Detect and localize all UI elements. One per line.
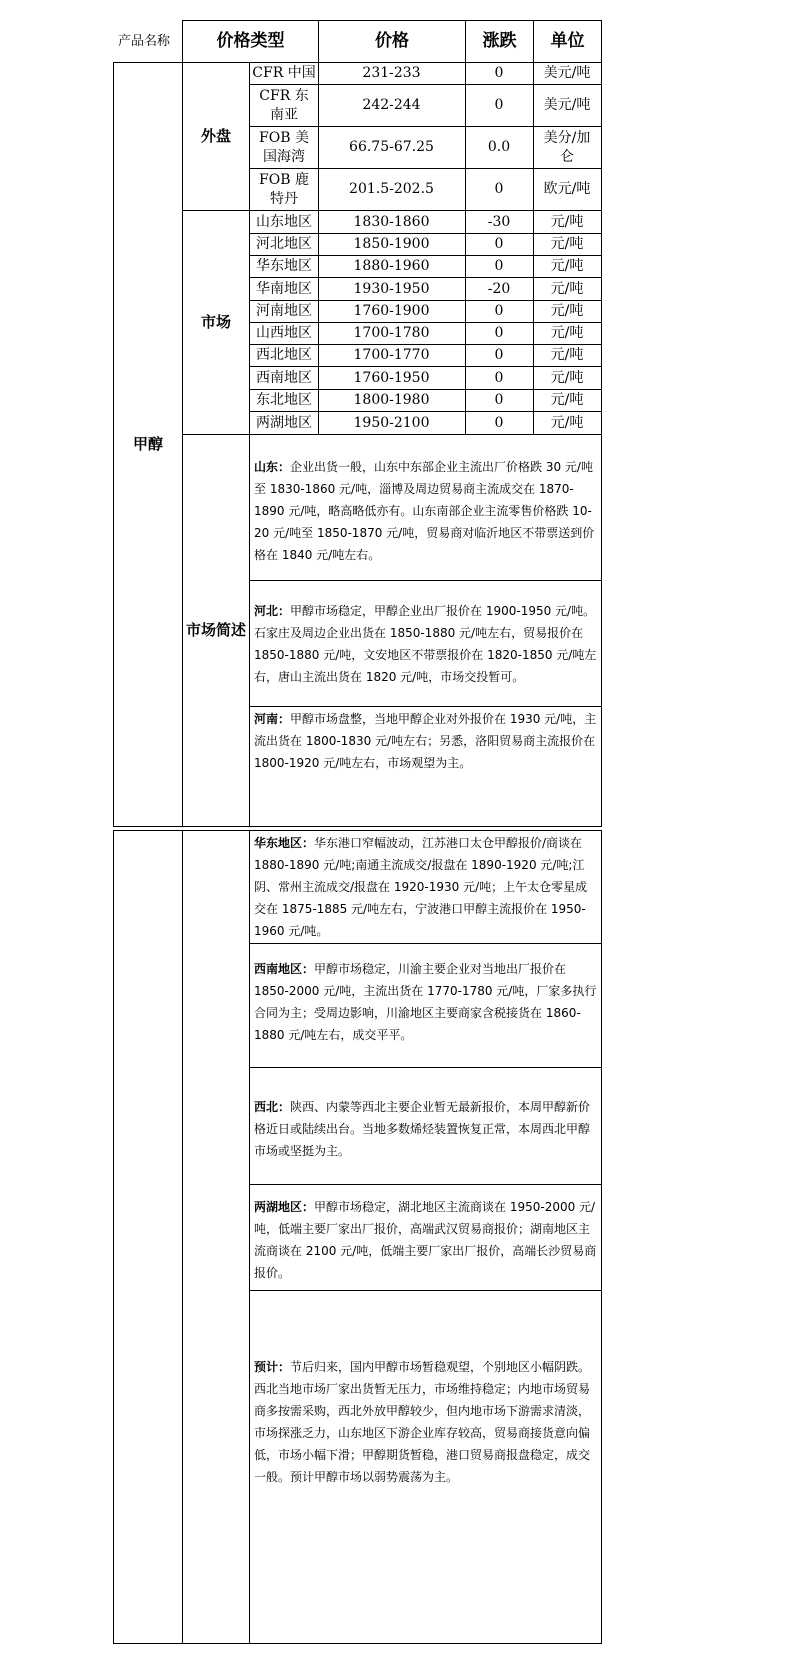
market-row-unit: 元/吨 bbox=[550, 414, 584, 431]
header-price: 价格 bbox=[375, 31, 409, 51]
market-row-price: 1830-1860 bbox=[353, 213, 430, 230]
market-row-name: 华南地区 bbox=[256, 280, 312, 297]
market-row-change: 0 bbox=[494, 414, 504, 431]
summary-huadong bbox=[250, 832, 601, 942]
market-row-unit: 元/吨 bbox=[550, 347, 584, 363]
market-row-price: 1800-1980 bbox=[353, 392, 430, 408]
market-row-name: 华东地区 bbox=[256, 258, 312, 274]
market-row-name: 山西地区 bbox=[256, 325, 312, 341]
summary-text: 节后归来，国内甲醇市场暂稳观望，个别地区小幅阴跌。西北当地市场厂家出货暂无压力，市场维持稳定；内地市场贸易商多按需采购，西北外放甲醇较少，但内地市场下游需求清淡，市场探涨乏力，山东地区下游企业库存较高，贸易商接货意向偏低，市场小幅下滑；甲醇期货暂稳，港口贸易商报盘稳定，成交一般。预计甲醇市场以弱势震荡为主。 bbox=[254, 1360, 591, 1484]
summary-text: 甲醇市场稳定，甲醇企业出厂报价在 1900-1950 元/吨。石家庄及周边企业出货在 1850-1880 元/吨左右，贸易报价在 1850-1880 元/吨，文安地区不带票报价在 1820-1850 元/吨左右，唐山主流出货在 1820 元/吨，市场交投暂可。 bbox=[254, 604, 597, 684]
outer-row-price: 66.75-67.25 bbox=[349, 139, 434, 155]
summary-forecast bbox=[250, 1356, 601, 1488]
summary-xinan bbox=[250, 958, 601, 1046]
market-row-change: 0 bbox=[494, 369, 504, 386]
summary-text: 甲醇市场稳定，川渝主要企业对当地出厂报价在 1850-2000 元/吨，主流出货在 1770-1780 元/吨，厂家多执行合同为主；受周边影响，川渝地区主要商家含税接货在 1860-1880 元/吨左右，成交平平。 bbox=[254, 962, 597, 1042]
summary-text: 甲醇市场稳定，湖北地区主流商谈在 1950-2000 元/吨，低端主要厂家出厂报价，高端武汉贸易商报价；湖南地区主流商谈在 2100 元/吨，低端主要厂家出厂报价，高端长沙贸易商报价。 bbox=[254, 1200, 597, 1280]
market-row-change: 0 bbox=[494, 258, 504, 274]
outer-row-price: 201.5-202.5 bbox=[349, 181, 434, 197]
market-row-change: 0 bbox=[494, 303, 504, 319]
group-summary: 市场简述 bbox=[185, 621, 246, 639]
outer-row-name: FOB 美国海湾 bbox=[259, 129, 309, 165]
market-row-name: 河北地区 bbox=[256, 236, 312, 252]
market-row-name: 河南地区 bbox=[256, 303, 312, 319]
market-row-name: 山东地区 bbox=[256, 213, 312, 230]
market-row-change: -30 bbox=[487, 213, 511, 230]
outer-row-unit: 美分/加仑 bbox=[543, 129, 591, 165]
summary-lianghu bbox=[250, 1196, 601, 1284]
summary-xibei bbox=[250, 1096, 601, 1162]
market-row-name: 两湖地区 bbox=[256, 414, 312, 431]
summary-label: 山东： bbox=[254, 460, 291, 474]
outer-row-change: 0 bbox=[494, 181, 504, 197]
summary-hebei bbox=[250, 600, 601, 688]
market-row-change: 0 bbox=[494, 392, 504, 408]
header-unit: 单位 bbox=[550, 31, 585, 51]
market-row-unit: 元/吨 bbox=[550, 280, 584, 297]
market-row-price: 1700-1780 bbox=[353, 325, 430, 341]
market-row-unit: 元/吨 bbox=[550, 258, 584, 274]
market-row-change: 0 bbox=[494, 347, 504, 363]
summary-label: 两湖地区： bbox=[254, 1200, 315, 1214]
header-change: 涨跌 bbox=[482, 31, 517, 51]
summary-label: 西南地区： bbox=[254, 962, 315, 976]
market-row-unit: 元/吨 bbox=[550, 325, 584, 341]
outer-row-price: 242-244 bbox=[362, 97, 421, 113]
outer-row-change: 0 bbox=[494, 65, 504, 81]
summary-label: 河南： bbox=[254, 712, 291, 726]
market-row-price: 1950-2100 bbox=[353, 414, 430, 431]
summary-text: 陕西、内蒙等西北主要企业暂无最新报价，本周甲醇新价格近日或陆续出台。当地多数烯烃装置恢复正常，本周西北甲醇市场或坚挺为主。 bbox=[254, 1100, 591, 1158]
market-row-price: 1760-1900 bbox=[353, 303, 430, 319]
group-market: 市场 bbox=[200, 313, 231, 331]
market-row-change: 0 bbox=[494, 325, 504, 341]
summary-label: 西北： bbox=[254, 1100, 291, 1114]
header-product-name: 产品名称 bbox=[117, 34, 170, 49]
outer-row-change: 0 bbox=[494, 97, 504, 113]
market-row-unit: 元/吨 bbox=[550, 213, 584, 230]
market-row-name: 西南地区 bbox=[256, 369, 312, 386]
outer-row-name: CFR 中国 bbox=[252, 65, 316, 81]
product-name: 甲醇 bbox=[132, 435, 163, 453]
summary-shandong bbox=[250, 456, 601, 566]
market-row-name: 东北地区 bbox=[256, 392, 312, 408]
market-row-unit: 元/吨 bbox=[550, 303, 584, 319]
market-row-unit: 元/吨 bbox=[550, 392, 584, 408]
market-row-price: 1850-1900 bbox=[353, 236, 430, 252]
group-outer: 外盘 bbox=[200, 127, 231, 145]
summary-text: 企业出货一般，山东中东部企业主流出厂价格跌 30 元/吨至 1830-1860 元/吨，淄博及周边贸易商主流成交在 1870-1890 元/吨，略高略低亦有。山东南部企业主流零售价格跌 10-20 元/吨至 1850-1870 元/吨，贸易商对临沂地区不带票送到价格在 1840 元/吨左右。 bbox=[254, 460, 595, 562]
market-row-unit: 元/吨 bbox=[550, 369, 584, 386]
outer-row-change: 0.0 bbox=[487, 139, 511, 155]
summary-text: 华东港口窄幅波动，江苏港口太仓甲醇报价/商谈在 1880-1890 元/吨;南通主流成交/报盘在 1890-1920 元/吨;江阴、常州主流成交/报盘在 1920-1930 元/吨；上午太仓零星成交在 1875-1885 元/吨左右，宁波港口甲醇主流报价在 1950-1960 元/吨。 bbox=[254, 836, 588, 938]
header-price-type: 价格类型 bbox=[216, 31, 285, 51]
market-row-price: 1930-1950 bbox=[353, 280, 430, 297]
market-row-price: 1760-1950 bbox=[353, 369, 430, 386]
market-row-price: 1880-1960 bbox=[353, 258, 430, 274]
market-row-change: -20 bbox=[487, 280, 511, 297]
summary-text: 甲醇市场盘整，当地甲醇企业对外报价在 1930 元/吨，主流出货在 1800-1830 元/吨左右；另悉，洛阳贸易商主流报价在 1800-1920 元/吨左右，市场观望为主。 bbox=[254, 712, 597, 770]
summary-label: 预计： bbox=[254, 1360, 291, 1374]
market-row-price: 1700-1770 bbox=[353, 347, 430, 363]
outer-row-unit: 欧元/吨 bbox=[543, 181, 591, 197]
market-row-name: 西北地区 bbox=[256, 347, 312, 363]
outer-row-name: CFR 东南亚 bbox=[259, 87, 309, 123]
summary-label: 华东地区： bbox=[254, 836, 315, 850]
outer-row-unit: 美元/吨 bbox=[543, 97, 591, 113]
summary-label: 河北： bbox=[254, 604, 291, 618]
outer-row-name: FOB 鹿特丹 bbox=[259, 171, 309, 207]
market-row-unit: 元/吨 bbox=[550, 236, 584, 252]
outer-row-price: 231-233 bbox=[362, 65, 421, 81]
market-row-change: 0 bbox=[494, 236, 504, 252]
outer-row-unit: 美元/吨 bbox=[543, 65, 591, 81]
summary-henan bbox=[250, 708, 601, 774]
